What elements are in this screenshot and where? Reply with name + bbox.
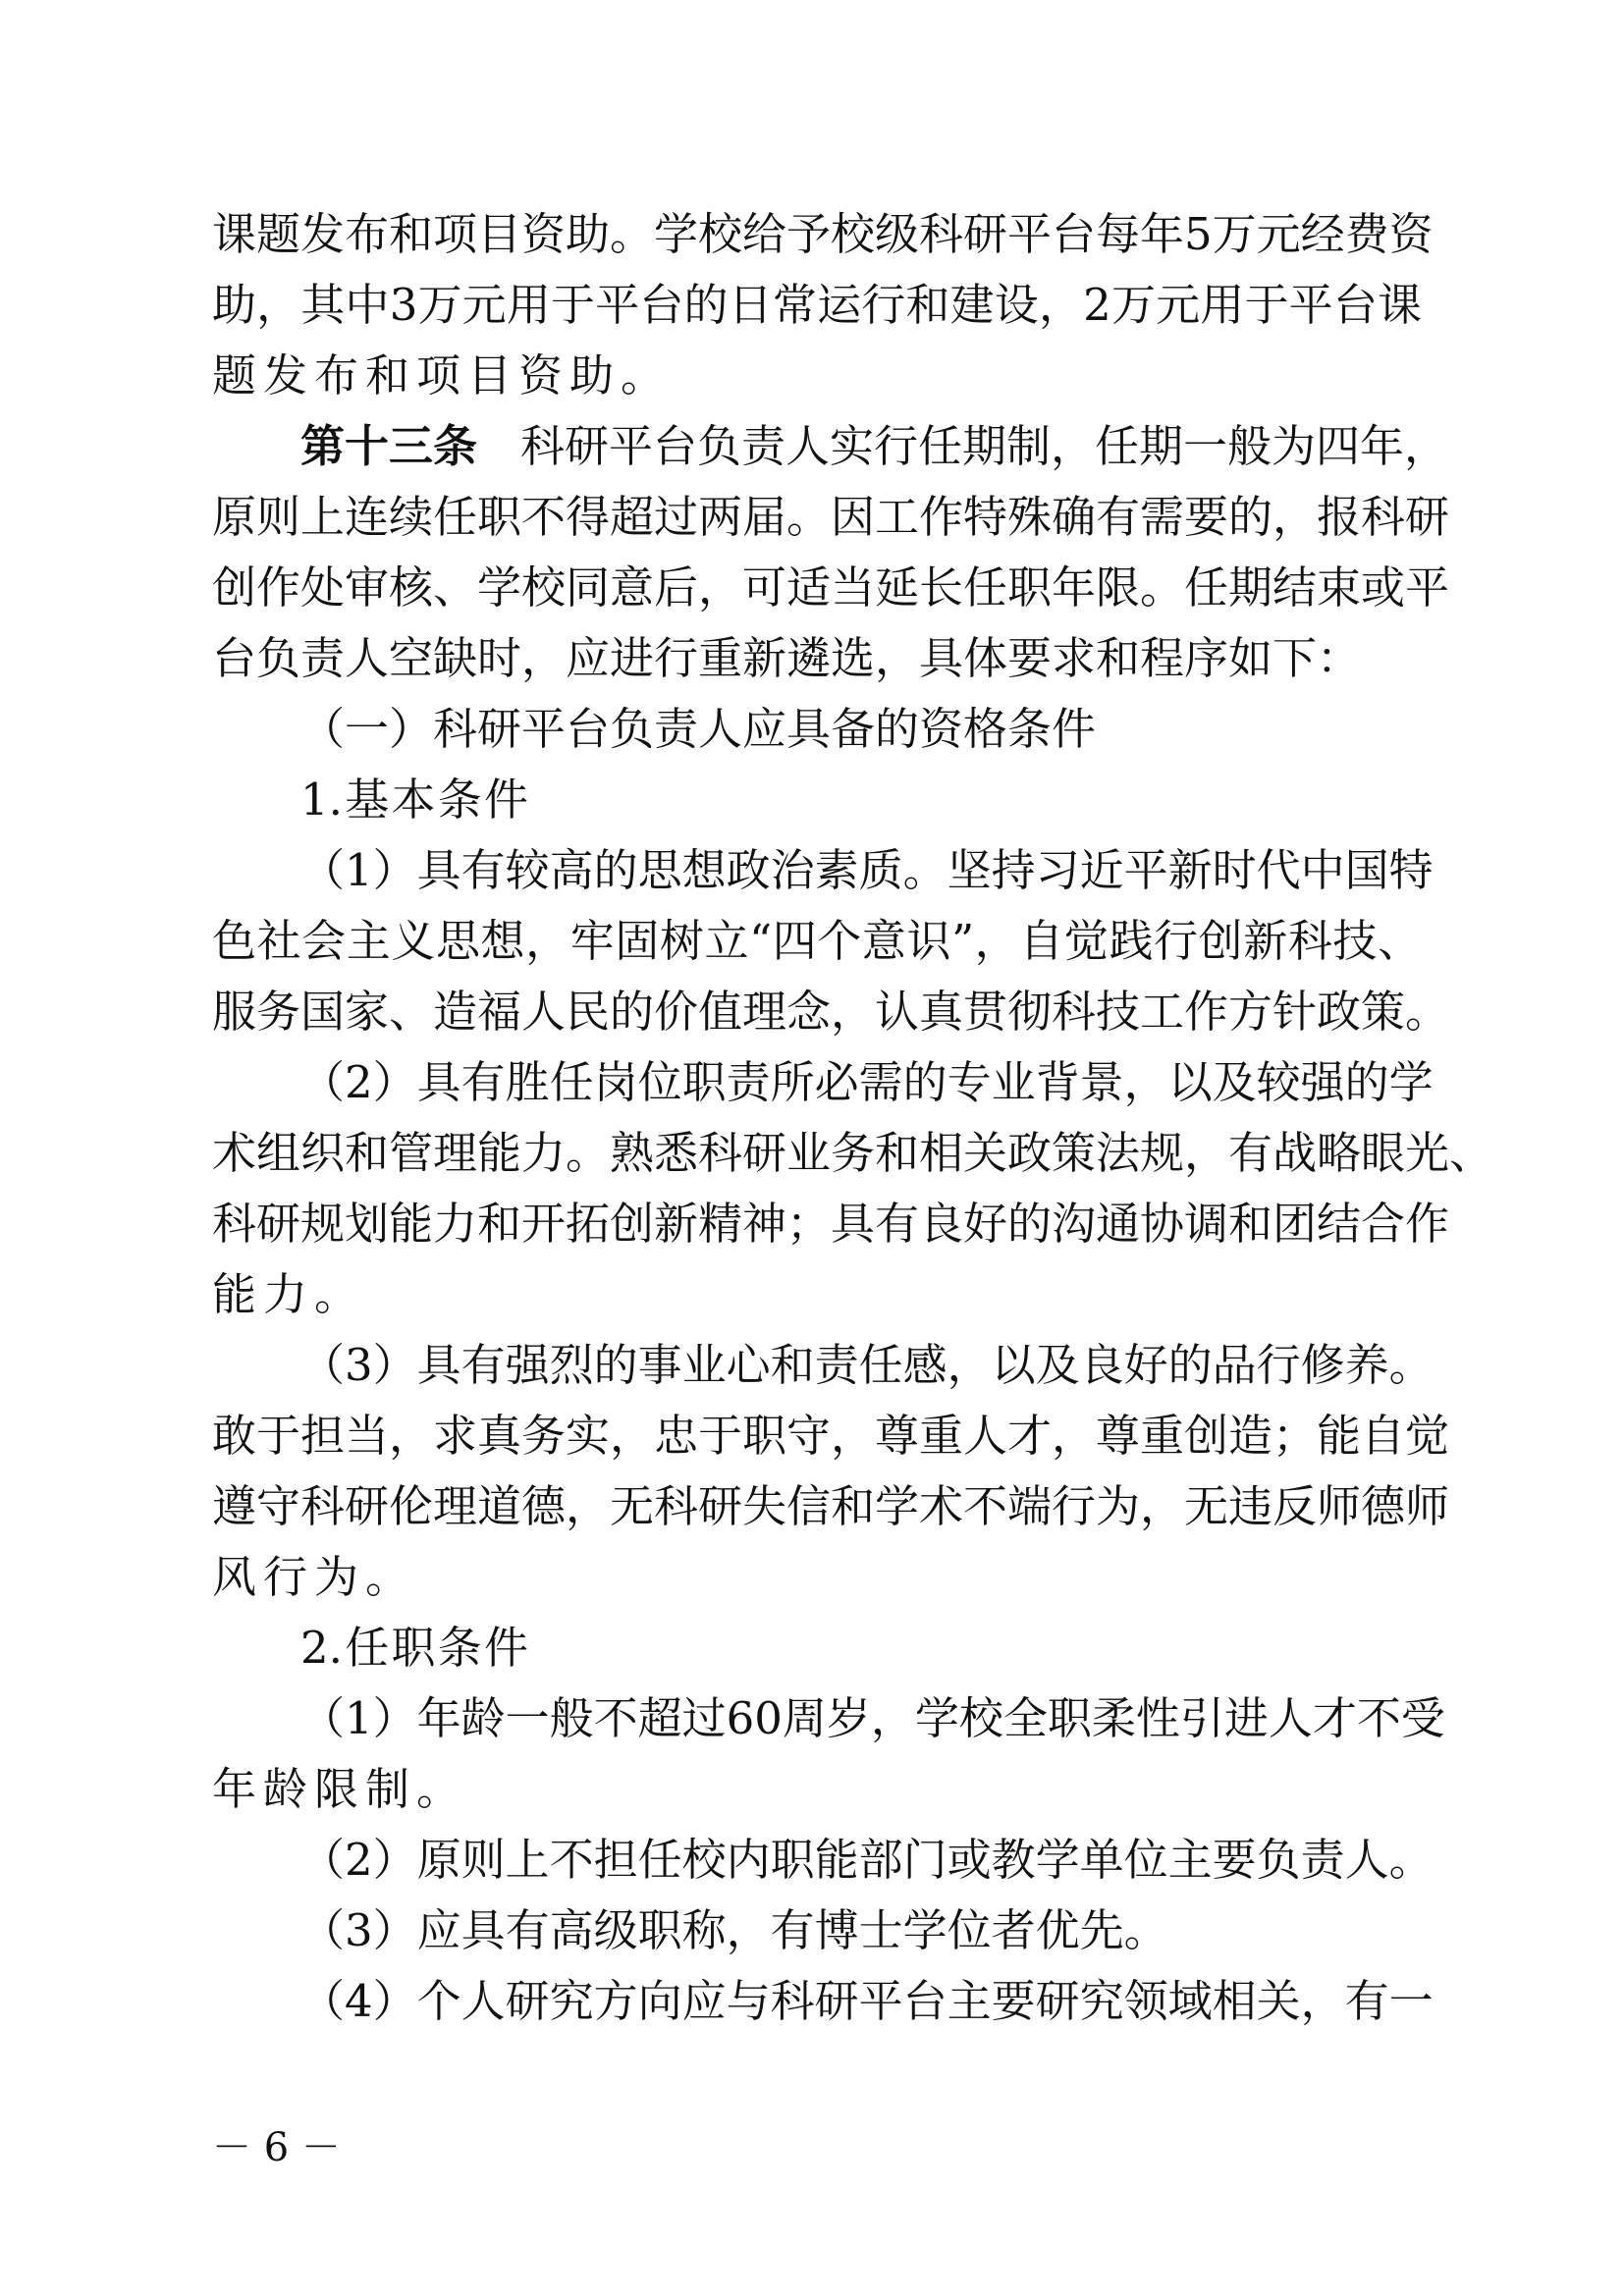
text-line [212, 482, 1450, 553]
text-line-content: 助，其中3万元用于平台的日常运行和建设，2万元用于平台课 [212, 279, 1422, 331]
text-line [212, 1118, 1494, 1189]
text-line-content: （2）原则上不担任校内职能部门或教学单位主要负责人。 [300, 1834, 1434, 1886]
text-line-content: 课题发布和项目资助。学校给予校级科研平台每年5万元经费资 [212, 208, 1434, 260]
text-line [212, 270, 1422, 341]
article-heading: 第十三条 [300, 420, 478, 472]
text-line-content: 创作处审核、学校同意后，可适当延长任职年限。任期结束或平 [212, 561, 1450, 614]
text-line [212, 1542, 1422, 1613]
text-line-content: （1）年龄一般不超过60周岁，学校全职柔性引进人才不受 [300, 1692, 1445, 1744]
text-line-content: （3）具有强烈的事业心和责任感，以及良好的品行修养。 [300, 1339, 1434, 1391]
text-line-content: 原则上连续任职不得超过两届。因工作特殊确有需要的，报科研 [212, 491, 1450, 543]
body-text [212, 199, 1494, 2037]
text-line-content: 风行为。 [212, 1551, 417, 1603]
text-line [212, 341, 1422, 411]
text-line [212, 977, 1450, 1047]
text-line-content: 色社会主义思想，牢固树立“四个意识”，自觉践行创新科技、 [212, 915, 1422, 967]
text-line [212, 835, 1434, 906]
text-line [212, 1401, 1450, 1471]
text-line [212, 553, 1450, 623]
text-line-content: 术组织和管理能力。熟悉科研业务和相关政策法规，有战略眼光、 [212, 1127, 1494, 1179]
text-line [212, 1825, 1434, 1896]
text-line-content: 科研规划能力和开拓创新精神；具有良好的沟通协调和团结合作 [212, 1198, 1450, 1250]
section-heading [212, 694, 1422, 765]
text-line [212, 623, 1422, 694]
text-line-content: 题发布和项目资助。 [212, 349, 673, 401]
text-line-content: 遵守科研伦理道德，无科研失信和学术不端行为，无违反师德师 [212, 1480, 1450, 1532]
text-line [212, 1966, 1434, 2037]
article-text: 科研平台负责人实行任期制，任期一般为四年， [520, 420, 1449, 472]
text-line-content: （一）科研平台负责人应具备的资格条件 [300, 703, 1097, 755]
page-number: － 6 － [212, 2125, 341, 2170]
text-line [212, 1471, 1450, 1542]
text-line [212, 1047, 1434, 1118]
text-line [212, 1330, 1434, 1401]
text-line [212, 1189, 1450, 1259]
text-line-content: 能力。 [212, 1268, 366, 1320]
text-line-content: 台负责人空缺时，应进行重新遴选，具体要求和程序如下： [212, 632, 1362, 684]
text-line-content: 年龄限制。 [212, 1763, 468, 1815]
text-line [212, 906, 1422, 977]
text-line [212, 199, 1434, 270]
subsection-heading [212, 1613, 1422, 1683]
subsection-heading [212, 765, 1422, 835]
text-line-content: （3）应具有高级职称，有博士学位者优先。 [300, 1904, 1168, 1956]
text-line-content: 敢于担当，求真务实，忠于职守，尊重人才，尊重创造；能自觉 [212, 1410, 1450, 1462]
text-line [212, 1683, 1445, 1754]
text-line [212, 1896, 1422, 1966]
text-line-content: （4）个人研究方向应与科研平台主要研究领域相关，有一 [300, 1975, 1434, 2027]
article-13-first-line [212, 411, 1449, 482]
text-line [212, 1259, 1422, 1330]
text-line-content: 服务国家、造福人民的价值理念，认真贯彻科技工作方针政策。 [212, 986, 1450, 1038]
text-line-content: 2.任职条件 [300, 1622, 528, 1674]
text-line-content: （1）具有较高的思想政治素质。坚持习近平新时代中国特 [300, 844, 1434, 896]
text-line [212, 1754, 1422, 1825]
text-line-content: （2）具有胜任岗位职责所必需的专业背景，以及较强的学 [300, 1056, 1434, 1108]
text-line-content: 1.基本条件 [300, 774, 528, 826]
